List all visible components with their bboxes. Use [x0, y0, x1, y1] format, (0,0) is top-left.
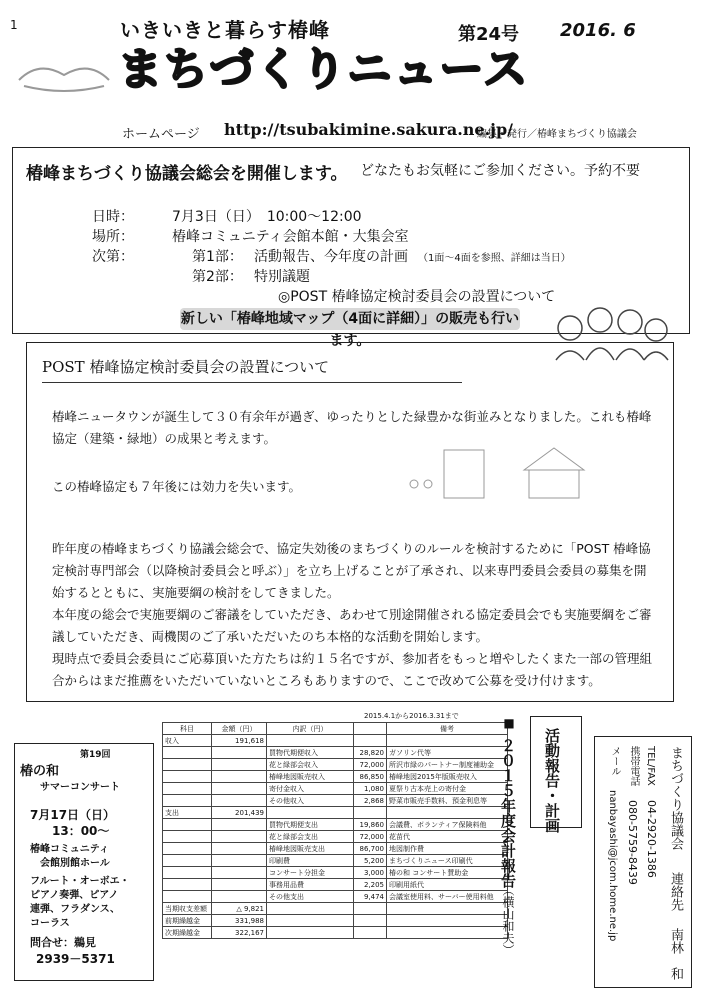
contact-mobile: 080-5759-8439 [626, 800, 639, 885]
finance-item: その他収入 [267, 795, 354, 807]
finance-income-row [163, 795, 508, 807]
finance-item-amount: 86,700 [354, 843, 387, 855]
finance-header-breakdown: 内訳（円） [267, 723, 354, 735]
concert-instruments-4: コーラス [30, 918, 70, 929]
schedule-box-label: 活動報告・計画 [543, 728, 561, 833]
finance-expense-total: 201,439 [212, 807, 267, 819]
finance-item-amount: 86,850 [354, 771, 387, 783]
agenda-label: 次第： [92, 249, 134, 265]
finance-balance-row [163, 903, 508, 915]
issue-number: 第24号 [458, 24, 520, 45]
finance-header-category: 科目 [163, 723, 212, 735]
finance-expense-row [163, 855, 508, 867]
masthead-subtitle: いきいきと暮らす椿峰 [120, 18, 330, 42]
finance-item-amount: 28,820 [354, 747, 387, 759]
finance-prev-value: 331,988 [212, 915, 267, 927]
contact-mobile-label: 携帯電話 [628, 746, 639, 786]
concert-contact: 問合せ：鵜見 [30, 936, 96, 949]
part2-label: 第2部： [192, 269, 243, 285]
finance-item-amount: 19,860 [354, 819, 387, 831]
post-section-title-rule [42, 382, 462, 383]
finance-income-total: 191,618 [212, 735, 267, 747]
finance-item: 印刷費 [267, 855, 354, 867]
editor-credit: 編集・発行／椿峰まちづくり協議会 [477, 129, 637, 140]
finance-expense-row [163, 891, 508, 903]
finance-header-amount: 金額（円） [212, 723, 267, 735]
paragraph-3-line-6: 現時点で委員会委員にご応募頂いた方たちは約１５名ですが、参加者をもっと増やしたくまた一部の管理組 [52, 651, 653, 666]
contact-label: 連絡先 [668, 872, 683, 911]
report-heading: ２０１５年度会計報告 [499, 738, 517, 888]
finance-expense-row [163, 867, 508, 879]
paragraph-3-line-1: 昨年度の椿峰まちづくり協議会総会で、協定失効後のまちづくりのルールを検討するために「POST 椿峰協 [52, 541, 651, 556]
finance-item-amount: 1,080 [354, 783, 387, 795]
finance-item-amount: 2,868 [354, 795, 387, 807]
report-marker: ■ [502, 716, 516, 730]
concert-phone: 2939－5371 [36, 952, 115, 966]
finance-expense-row [163, 831, 508, 843]
paragraph-1-line-1: 椿峰ニュータウンが誕生して３０有余年が過ぎ、ゆったりとした緑豊かな街並みとなりました。これも椿峰 [52, 409, 652, 424]
finance-income-row [163, 759, 508, 771]
contact-tel-label: TEL/FAX [645, 746, 656, 786]
concert-number: 第19回 [80, 750, 111, 760]
part2-sub: ◎POST 椿峰協定検討委員会の設置について [278, 289, 556, 305]
finance-table [162, 722, 508, 939]
finance-item-remark: 地図制作費 [387, 843, 508, 855]
page-number: 1 [10, 18, 18, 32]
post-section-title: POST 椿峰協定検討委員会の設置について [42, 358, 330, 376]
finance-expense-total-row [163, 807, 508, 819]
report-author: （横山和夫） [501, 884, 515, 956]
concert-instruments-1: フルート・オーボエ・ [30, 876, 130, 887]
houses-illustration [404, 440, 604, 500]
finance-item: その他支出 [267, 891, 354, 903]
finance-income-label: 収入 [163, 735, 212, 747]
finance-item: 買物代期便支出 [267, 819, 354, 831]
finance-item: 花と緑部会収入 [267, 759, 354, 771]
homepage-url[interactable]: http://tsubakimine.sakura.ne.jp/ [224, 120, 513, 139]
concert-date: 7月17日（日） [30, 808, 116, 822]
finance-item: 買物代期便収入 [267, 747, 354, 759]
homepage-label: ホームページ [122, 127, 200, 142]
announcement-note: どなたもお気軽にご参加ください。予約不要 [360, 163, 640, 179]
paragraph-3-line-3: 始するとともに、実施要綱の検討をしてきました。 [52, 585, 340, 600]
where-label: 場所： [92, 229, 134, 245]
finance-balance-label: 当期収支差額 [163, 903, 212, 915]
finance-item-amount: 72,000 [354, 831, 387, 843]
finance-item-remark: 椿峰地図2015年版販売収入 [387, 771, 508, 783]
finance-item-amount: 5,200 [354, 855, 387, 867]
paragraph-1-line-2: 協定（建築・緑地）の成果と考えます。 [52, 431, 277, 446]
finance-income-row [163, 747, 508, 759]
contact-name: 南林 和 [668, 928, 683, 980]
paragraph-3-line-7: 合からはまだ推薦をいただいていないところもありますので、ここで改めて公募を受け付けます。 [52, 673, 601, 688]
finance-item-amount: 9,474 [354, 891, 387, 903]
finance-item-remark: まちづくりニュース印刷代 [387, 855, 508, 867]
contact-mail[interactable]: nanbayashi@jcom.home.ne.jp [607, 790, 618, 942]
finance-item: 事務用品費 [267, 879, 354, 891]
finance-period: 2015.4.1から2016.3.31まで [364, 712, 459, 720]
finance-next-row [163, 927, 508, 939]
concert-subtitle: サマーコンサート [40, 782, 120, 793]
concert-instruments-3: 連弾、フラダンス、 [30, 904, 120, 915]
finance-balance-value: △ 9,821 [212, 903, 267, 915]
finance-item: コンサート分担金 [267, 867, 354, 879]
finance-expense-label: 支出 [163, 807, 212, 819]
finance-prev-row [163, 915, 508, 927]
paragraph-3-line-5: 議していただき、両機関のご了承いただいたのち本格的な活動を開始します。 [52, 629, 489, 644]
finance-next-value: 322,167 [212, 927, 267, 939]
paragraph-3-line-2: 定検討専門部会（以降検討委員会と呼ぶ）」を立ち上げることが了承され、以来専門委員会委員の募集を開 [52, 563, 647, 578]
finance-income-total-row [163, 735, 508, 747]
finance-income-row [163, 783, 508, 795]
finance-expense-row [163, 843, 508, 855]
finance-expense-row [163, 879, 508, 891]
finance-next-label: 次期繰越金 [163, 927, 212, 939]
finance-item-amount: 3,000 [354, 867, 387, 879]
part1-label: 第1部： [192, 249, 243, 265]
finance-item: 花と緑部会支出 [267, 831, 354, 843]
finance-item-remark: ガソリン代等 [387, 747, 508, 759]
masthead-title: まちづくりニュース [118, 44, 530, 95]
concert-time: 13：00～ [52, 824, 110, 838]
concert-venue-1: 椿峰コミュニティ [30, 844, 109, 855]
issue-date: 2016. 6 [560, 20, 636, 41]
contact-mail-label: メール [609, 746, 620, 776]
finance-item-remark: 野菜市販売手数料、預金利息等 [387, 795, 508, 807]
map-sale-banner: 新しい「椿峰地域マップ（4面に詳細）」の販売も行います。 [180, 308, 520, 330]
when-value: 7月3日（日） 10:00～12:00 [172, 209, 362, 225]
finance-expense-row [163, 819, 508, 831]
paragraph-3-line-4: 本年度の総会で実施要綱のご審議をしていただき、あわせて別途開催される協定委員会でも実施要綱をご審 [52, 607, 652, 622]
finance-item-remark: 所沢市緑のパートナー制度補助金 [387, 759, 508, 771]
part1-note: （1面～4面を参照、詳細は当日） [418, 253, 571, 264]
finance-header-remarks: 備考 [387, 723, 508, 735]
contact-org: まちづくり協議会 [668, 746, 683, 850]
finance-income-row [163, 771, 508, 783]
concert-instruments-2: ピアノ奏弾、ピアノ [30, 890, 119, 901]
finance-item-remark: 花苗代 [387, 831, 508, 843]
paragraph-2: この椿峰協定も７年後には効力を失います。 [52, 479, 302, 494]
finance-item-remark: 椿の和 コンサート賛助金 [387, 867, 508, 879]
finance-item-amount: 2,205 [354, 879, 387, 891]
finance-item-remark: 会議室使用料、サーバー使用料他 [387, 891, 508, 903]
finance-prev-label: 前期繰越金 [163, 915, 212, 927]
part1-value: 活動報告、今年度の計画 [254, 249, 408, 265]
when-label: 日時： [92, 209, 134, 225]
finance-header-breakdown-amount [354, 723, 387, 735]
finance-item-amount: 72,000 [354, 759, 387, 771]
concert-title: 椿の和 [20, 764, 60, 779]
contact-tel: 04-2920-1386 [645, 800, 658, 878]
finance-item: 椿峰地図販売支出 [267, 843, 354, 855]
announcement-title: 椿峰まちづくり協議会総会を開催します。 [26, 164, 348, 184]
finance-item: 椿峰地図販売収入 [267, 771, 354, 783]
hands-illustration [14, 50, 114, 96]
finance-header-row [163, 723, 508, 735]
finance-item-remark: 夏祭り古本売上の寄付金 [387, 783, 508, 795]
where-value: 椿峰コミュニティ会館本館・大集会室 [172, 229, 409, 245]
concert-venue-2: 会館別館ホール [40, 858, 110, 869]
finance-item-remark: 印刷用紙代 [387, 879, 508, 891]
part2-value: 特別議題 [254, 269, 310, 285]
finance-item: 寄付金収入 [267, 783, 354, 795]
finance-item-remark: 会議費、ボランティア保険料他 [387, 819, 508, 831]
